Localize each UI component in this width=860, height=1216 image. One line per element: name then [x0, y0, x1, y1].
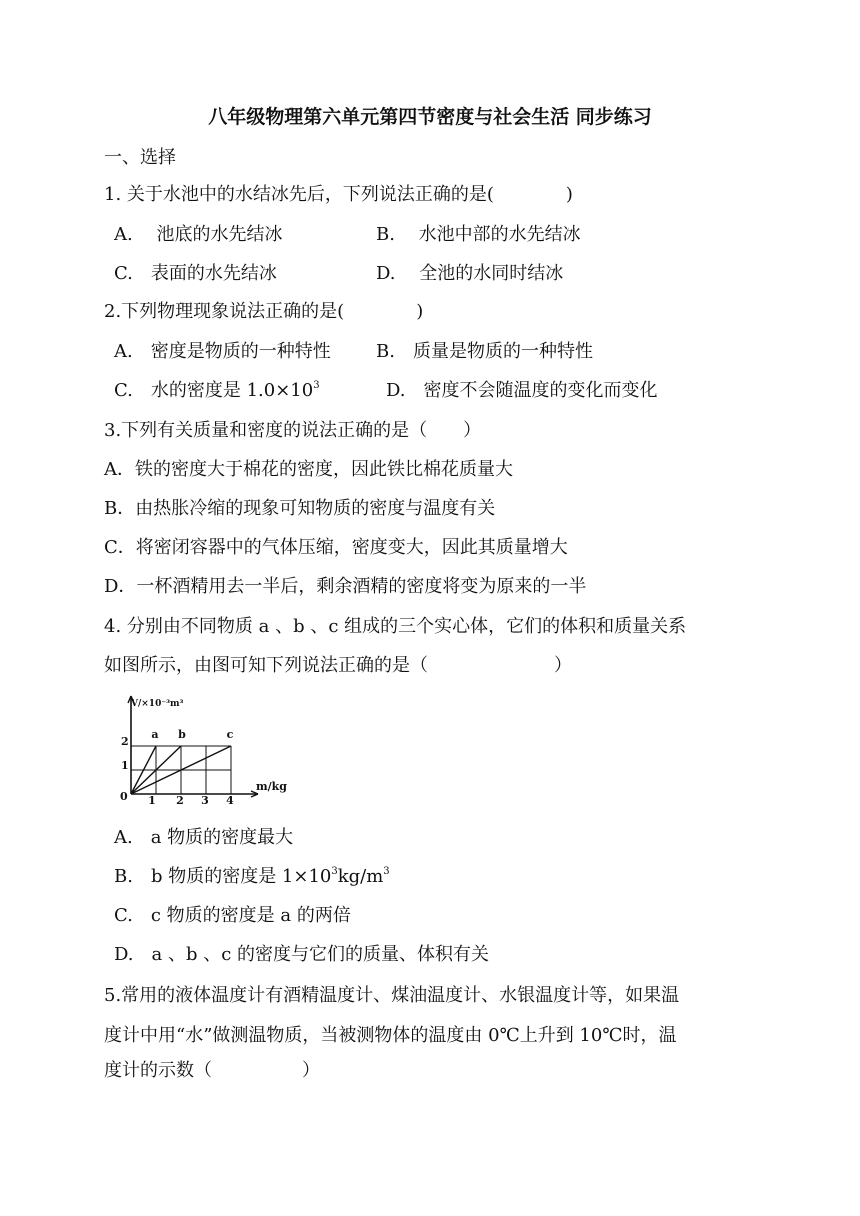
question-5-line-3: 度计的示数（ ）	[104, 1060, 320, 1081]
question-3-option-d: D．一杯酒精用去一半后，剩余酒精的密度将变为原来的一半	[104, 576, 587, 597]
question-1-option-d: D. 全池的水同时结冰	[376, 263, 564, 284]
question-1-stem: 1. 关于水池中的水结冰先后，下列说法正确的是( )	[104, 184, 573, 205]
question-4-stem-line-1: 4. 分别由不同物质 a 、b 、c 组成的三个实心体，它们的体积和质量关系	[104, 616, 687, 637]
section-heading: 一、选择	[104, 147, 176, 168]
exponent: 3	[313, 380, 320, 391]
chart-x-tick-3: 3	[201, 794, 209, 807]
chart-origin-label: 0	[120, 790, 128, 803]
question-4-option-b-text: B. b 物质的密度是 1×10	[114, 866, 332, 887]
chart-x-tick-2: 2	[176, 794, 184, 807]
unit-text: kg/m	[337, 866, 384, 887]
question-2-stem: 2.下列物理现象说法正确的是( )	[104, 301, 424, 322]
chart-series-label-c: c	[226, 728, 234, 741]
question-4-option-b	[114, 865, 390, 889]
question-2-option-a: A. 密度是物质的一种特性	[114, 341, 331, 362]
question-4-option-d: D. a 、b 、c 的密度与它们的质量、体积有关	[114, 944, 490, 965]
chart-x-tick-1: 1	[148, 794, 156, 807]
exponent: 3	[331, 866, 338, 877]
chart-x-axis-label: m/kg	[256, 780, 287, 793]
question-1-option-b: B. 水池中部的水先结冰	[376, 224, 581, 245]
chart-y-tick-2: 2	[121, 735, 129, 748]
exponent: 3	[383, 866, 390, 877]
question-3-option-a: A．铁的密度大于棉花的密度，因此铁比棉花质量大	[104, 459, 513, 480]
question-2-option-c-text: C. 水的密度是 1.0×10	[114, 380, 314, 401]
question-3-option-b: B．由热胀冷缩的现象可知物质的密度与温度有关	[104, 498, 496, 519]
question-1-option-a: A. 池底的水先结冰	[114, 224, 283, 245]
volume-mass-chart	[100, 688, 300, 818]
question-2-option-b: B. 质量是物质的一种特性	[376, 341, 593, 362]
question-4-option-c: C. c 物质的密度是 a 的两倍	[114, 905, 351, 926]
question-4-stem-line-2: 如图所示，由图可知下列说法正确的是（ ）	[104, 655, 572, 676]
question-5-line-2: 度计中用“水”做测温物质，当被测物体的温度由 0℃上升到 10℃时，温	[104, 1025, 677, 1046]
question-3-option-c: C．将密闭容器中的气体压缩，密度变大，因此其质量增大	[104, 537, 568, 558]
question-4-option-a: A. a 物质的密度最大	[114, 827, 294, 848]
question-5-line-1: 5.常用的液体温度计有酒精温度计、煤油温度计、水银温度计等，如果温	[104, 985, 680, 1006]
chart-y-axis-label: V/×10⁻³m³	[131, 699, 184, 709]
question-2-option-d: D. 密度不会随温度的变化而变化	[386, 380, 658, 401]
question-1-option-c: C. 表面的水先结冰	[114, 263, 277, 284]
question-2-option-c	[114, 379, 320, 403]
question-3-stem: 3.下列有关质量和密度的说法正确的是（ ）	[104, 420, 482, 441]
chart-y-tick-1: 1	[121, 759, 129, 772]
chart-series-label-b: b	[178, 728, 186, 741]
chart-x-tick-4: 4	[226, 794, 234, 807]
chart-series-label-a: a	[151, 728, 159, 741]
page-title: 八年级物理第六单元第四节密度与社会生活 同步练习	[208, 106, 652, 128]
